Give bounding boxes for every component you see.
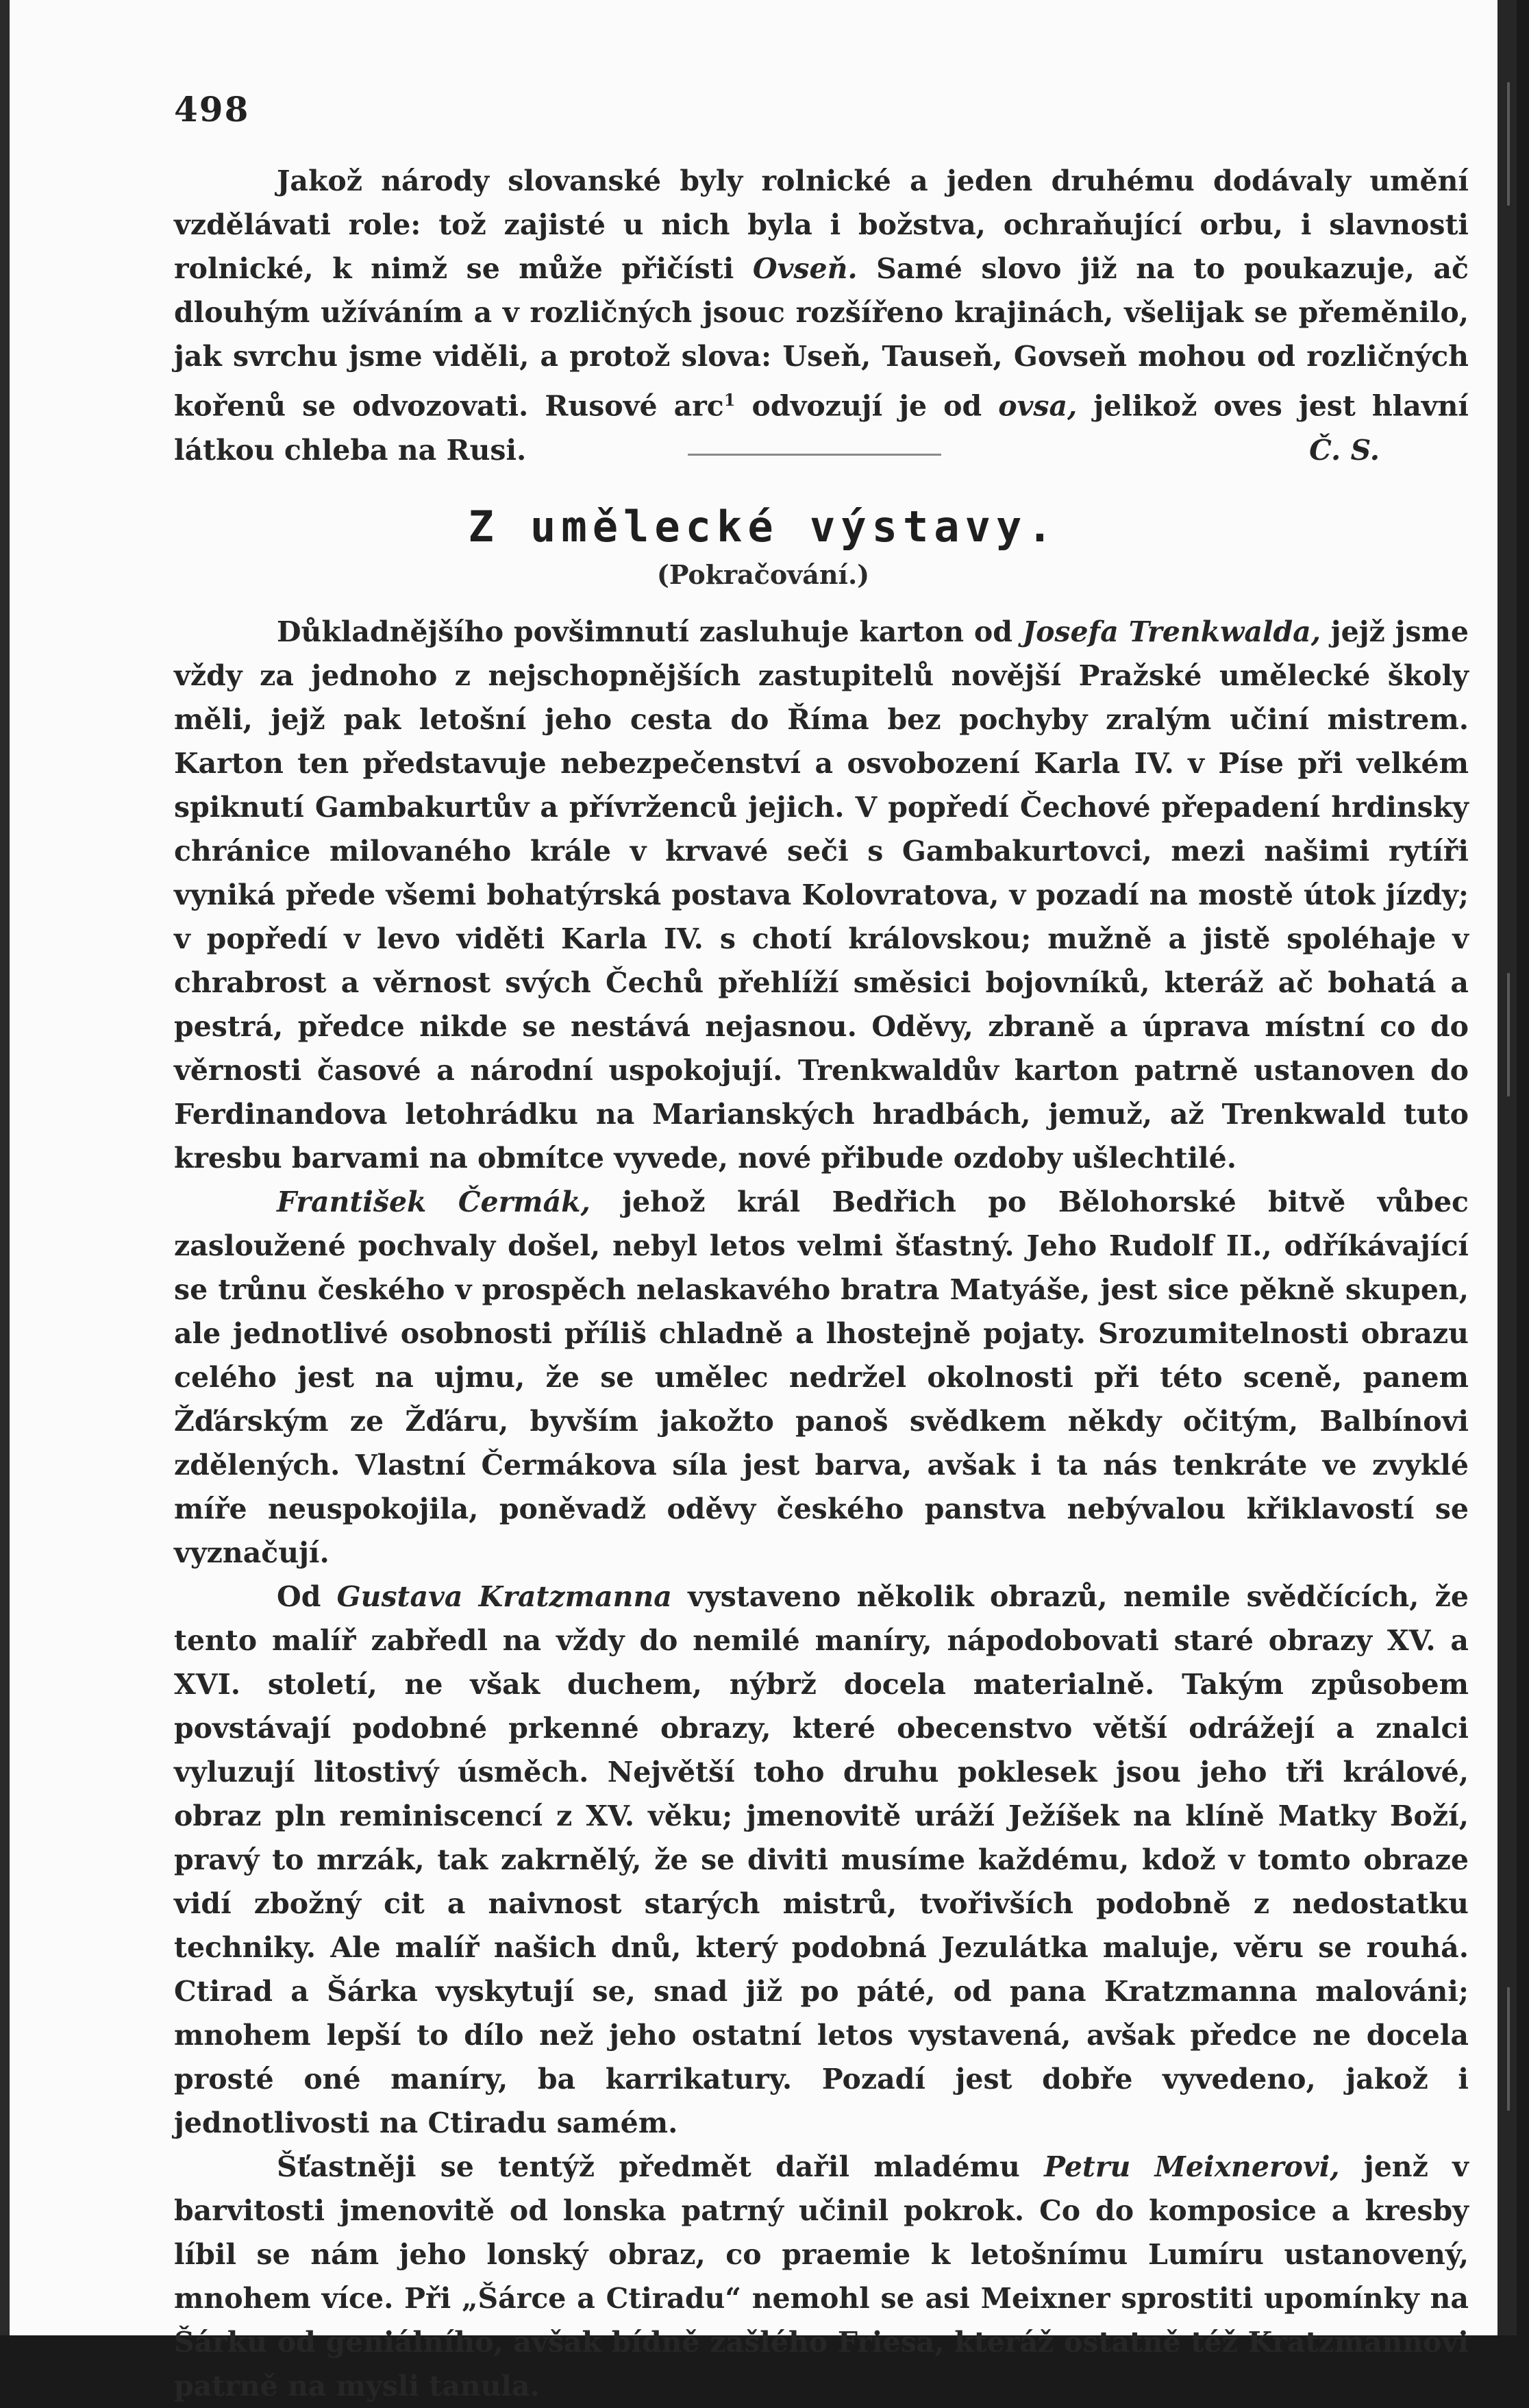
paragraph-meixner	[174, 2145, 1469, 2408]
p3-text-c: vystaveno několik obrazů, nemile svědčících, že tento malíř zabředl na vždy do nemilé maníry, nápodobovati staré obrazy XV. a XVI. století, ne však duchem, nýbrž docela materialně. Takým způsobem povstávají podobné prkenné obrazy, které obecenstvo větší odrážejí a znalci vyluzují litostivý úsměch. Největší toho druhu poklesek jsou jeho tři králové, obraz pln reminiscencí z XV. věku; jmenovitě uráží Ježíšek na klíně Matky Boží, pravý to mrzák, tak zakrnělý, že se diviti musíme každému, kdož v tomto obraze vidí zbožný cit a naivnost starých mistrů, tvořivších podobně z nedostatku techniky. Ale malíř našich dnů, který podobná Jezulátka maluje, věru se rouhá. Ctirad a Šárka vyskytují se, snad již po páté, od pana Kratzmanna malováni; mnohem lepší to dílo než jeho ostatní letos vystavená, avšak předce ne docela prosté oné maníry, ba karrikatury. Pozadí jest dobře vyvedeno, jakož i jednotlivosti na Ctiradu samém.	[174, 1580, 1469, 2139]
intro-text-part2: Samé slovo již na to poukazuje, ač dlouhým užíváním a v rozličných jsouc rozšířeno krajinách, všelijak se přeměnilo, jak svrchu jsme viděli, a protož slova: Useň, Tauseň, Govseň mohou od rozličných kořenů se odvozovati. Rusové arc	[174, 252, 1469, 423]
footnote-marker: 1	[723, 390, 736, 410]
article-subtitle: (Pokračování.)	[656, 559, 870, 590]
p3-text-a: Od	[277, 1580, 337, 1613]
p2-artist-name: František Čermák,	[277, 1185, 591, 1218]
p2-text-b: jehož král Bedřich po Bělohorské bitvě vůbec zasloužené pochvaly došel, nebyl letos velmi šťastný. Jeho Rudolf II., odříkávající se trůnu českého v prospěch nelaskavého bratra Matyáše, jest sice pěkně skupen, ale jednotlivé osobnosti příliš chladně a lhostejně pojaty. Srozumitelnosti obrazu celého jest na ujmu, že se umělec nedržel okolnosti při této sceně, panem Žďárským ze Žďáru, byvším jakožto panoš svědkem někdy očitým, Balbínovi zdělených. Vlastní Čermákova síla jest barva, avšak i ta nás tenkráte ve zvyklé míře neuspokojila, poněvadž oděvy českého panstva nebývalou křiklavostí se vyznačují.	[174, 1185, 1469, 1569]
paragraph-trenkwald	[174, 610, 1469, 1180]
p4-text-a: Šťastněji se tentýž předmět dařil mladému	[277, 2150, 1045, 2183]
intro-text-part3: odvozují je od	[735, 389, 999, 423]
p1-artist-name: Josefa Trenkwalda,	[1022, 615, 1321, 648]
scan-edge-left	[0, 0, 10, 2335]
scan-edge-mark	[1507, 82, 1510, 206]
p4-artist-name: Petru Meixnerovi,	[1044, 2150, 1340, 2183]
scan-edge-mark	[1507, 973, 1510, 1096]
scan-edge-mark	[1507, 1987, 1510, 2111]
p3-artist-name: Gustava Kratzmanna	[336, 1580, 672, 1613]
p4-text-c: jenž v barvitosti jmenovitě od lonska patrný učinil pokrok. Co do komposice a kresby líbil se nám jeho lonský obraz, co praemie k letošnímu Lumíru ustanovený, mnohem více. Při „Šárce a Ctiradu“ nemohl se asi Meixner sprostiti upomínky na Šárku od geniálního, avšak bídně zašlého Friesa, kteráž ostatně též Kratzmannovi patrně na mysli tanula.	[174, 2150, 1469, 2403]
scan-edge-right	[1497, 0, 1517, 2335]
intro-term-ovsen: Ovseň.	[752, 252, 858, 285]
intro-text-part1: Jakož národy slovanské byly rolnické a jeden druhému dodávaly umění vzdělávati role: tož zajisté u nich byla i božstva, ochraňující orbu, i slavnosti rolnické, k nimž se může přičísti	[174, 164, 1469, 285]
intro-paragraph	[174, 159, 1469, 472]
intro-signature: Č. S.	[1309, 433, 1380, 467]
intro-text-part4: jelikož oves jest hlavní látkou chleba na Rusi.	[174, 389, 1469, 467]
paragraph-kratzmann	[174, 1575, 1469, 2145]
article-body	[174, 610, 1469, 2408]
page-number: 498	[174, 89, 250, 130]
article-title: Z umělecké výstavy.	[468, 502, 1058, 552]
intro-term-ovsa: ovsa,	[998, 389, 1078, 423]
intro-text	[174, 159, 1469, 472]
paragraph-cermak	[174, 1180, 1469, 1575]
p1-text-a: Důkladnějšího povšimnutí zasluhuje karton od	[277, 615, 1023, 648]
book-page	[10, 0, 1517, 2403]
section-divider	[688, 454, 941, 456]
p1-text-c: jejž jsme vždy za jednoho z nejschopnějších zastupitelů novější Pražské umělecké školy měli, jejž pak letošní jeho cesta do Říma bez pochyby zralým učiní mistrem. Karton ten představuje nebezpečenství a osvobození Karla IV. v Píse při velkém spiknutí Gambakurtův a přívrženců jejich. V popředí Čechové přepadení hrdinsky chránice milovaného krále v krvavé seči s Gambakurtovci, mezi našimi rytíři vyniká přede všemi bohatýrská postava Kolovratova, v pozadí na mostě útok jízdy; v popředí v levo viděti Karla IV. s chotí královskou; mužně a jistě spoléhaje v chrabrost a věrnost svých Čechů přehlíží směsici bojovníků, kteráž ač bohatá a pestrá, předce nikde se nestává nejasnou. Oděvy, zbraně a úprava místní co do věrnosti časové a národní uspokojují. Trenkwaldův karton patrně ustanoven do Ferdinandova letohrádku na Marianských hradbách, jemuž, až Trenkwald tuto kresbu barvami na obmítce vyvede, nové přibude ozdoby ušlechtilé.	[174, 615, 1469, 1175]
